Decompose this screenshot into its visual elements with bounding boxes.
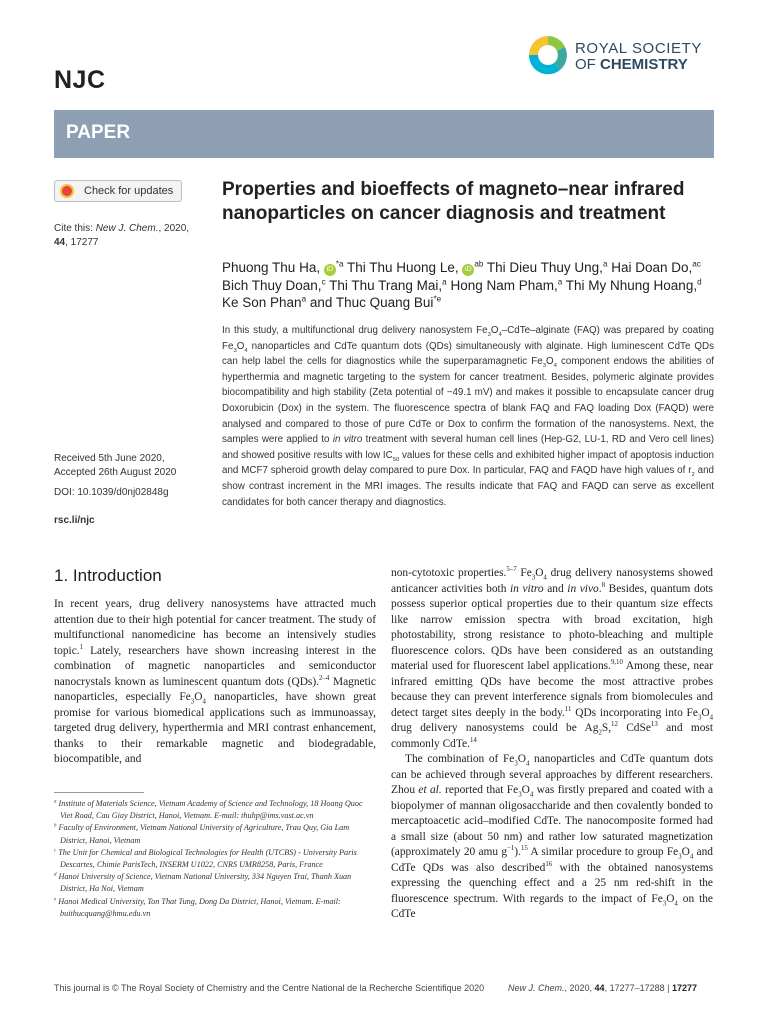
footer-copyright: This journal is © The Royal Society of Chemistry and the Centre National de la Recherche Scientifique 2020 xyxy=(54,983,485,993)
publisher-line-1: ROYAL SOCIETY xyxy=(575,40,702,57)
doi[interactable]: DOI: 10.1039/d0nj02848g xyxy=(54,487,169,498)
affiliations: $^a$ Institute of Materials Science, Vietnam Academy of Science and Technology, 18 Hoang Quoc Viet Road, Cau Giay District, Hanoi, Vietnam. E-mail: thuhp@ims.vast.ac.vn $^b$ Faculty of Environment, Vietnam National University of Agriculture, Trau Quy, Gia Lam District, Hanoi, Vietnam $^c$ The Unit for Chemical and Biological Technologies for Health (UTCBS) - University Paris Descartes, Chimie ParisTech, INSERM U1022, CNRS UMR8258, Paris, France $^d$ Hanoi University of Science, Vietnam National University, 334 Nguyen Trai, Thanh Xuan District, Ha Noi, Vietnam $^e$ Hanoi Medical University, Ton That Tung, Dong Da District, Hanoi, Vietnam. E-mail: buithucquang@hmu.edu.vn xyxy=(54,799,363,918)
check-updates-label: Check for updates xyxy=(84,185,174,197)
journal-link[interactable]: rsc.li/njc xyxy=(54,515,95,526)
paper-banner xyxy=(54,110,714,158)
body-column-2: non-cytotoxic properties.$^{5-7}$ $Fe_3O_4$ drug delivery nanosystems showed anticancer activities both in vitro and in vivo.$^8$ Besides, quantum dots possess superior optical properties due to their quantum size effects like narrow emission spectra with broad excitation, high photostability, strong resistance to photo-bleaching and multiple fluorescence colors. QDs have been considered as an outstanding material used for fluorescent label applications.$^{9,10}$ Among these, near infrared emitting QDs have become the most attractive probes because they can prevent interference signals from biomolecules and detect target sites deeply in the body.$^{11}$ QDs incorporating into $Fe_3O_4$ drug delivery nanosystems could be $Ag_2S,^{12}$ CdSe$^{13}$ and most commonly CdTe.$^{14}$ The combination of $Fe_3O_4$ nanoparticles and CdTe quantum dots can be achieved through several approaches by different researchers. Zhou et al. reported that $Fe_3O_4$ was firstly prepared and coated with a biopolymer of mannan oligosaccharide and then covalently bonded to mercaptoacetic acid–modified CdTe. The nanocomposite formed had a small size (about 50 nm) and rather low saturated magnetization (approximately 20 amu $g^{-1}).^{15}$ A similar procedure to group $Fe_3O_4$ and CdTe QDs was also described$^{16}$ with the obtained nanosystems expressing the quenching effect and a 25 nm red-shift in the fluorescence spectrum. With regards to the impact of $Fe_3O_4$ on the CdTe xyxy=(391,566,714,920)
orcid-icon[interactable]: iD xyxy=(324,264,336,276)
journal-name: NJC xyxy=(54,66,106,94)
section-heading: 1. Introduction xyxy=(54,566,162,585)
body-column-1: In recent years, drug delivery nanosystems have attracted much attention due to their high potential for cancer treatment. The study of multifunctional nanomedicine has become an intensively studies topic.$^1$ Lately, researchers have shown increasing interest in the combination of magnetic nanoparticles and semiconductor nanocrystals known as luminescent quantum dots (QDs).$^{2-4}$ Magnetic nanoparticles, especially $Fe_3O_4$ nanoparticles, have shown great promise for various biomedical applications such as immunoassay, targeted drug delivery, hyperthermia and MRI contrast enhancement, thanks to their remarkable magnetic and biodegradable, biocompatible, and xyxy=(54,598,376,765)
article-type: PAPER xyxy=(66,122,131,143)
publisher-line-2: OF CHEMISTRY xyxy=(575,56,688,73)
citation: Cite this: New J. Chem., 2020, 44, 17277 xyxy=(54,223,190,248)
article-title: Properties and bioeffects of magneto–near infrared nanoparticles on cancer diagnosis and treatment xyxy=(222,179,685,224)
author-list: Phuong Thu Ha, $iD^{*a}$ Thi Thu Huong Le, $iD^{ab}$ Thi Dieu Thuy Ung,$^a$ Hai Doan Do,$^{ac}$ Bich Thuy Doan,$^c$ Thi Thu Trang Mai,$^a$ Hong Nam Pham,$^a$ Thi My Nhung Hoang,$^d$ Ke Son Phan$^a$ and Thuc Quang Bui$^{*e}$ xyxy=(222,259,702,310)
footnote-divider xyxy=(54,792,144,793)
dates: Received 5th June 2020, Accepted 26th August 2020 xyxy=(54,453,177,478)
orcid-icon[interactable]: iD xyxy=(462,264,474,276)
abstract: In this study, a multifunctional drug delivery nanosystem $Fe_3O_4-CdTe$–alginate (FAQ) was prepared by coating $Fe_3O_4$ nanoparticles and CdTe quantum dots (QDs) simultaneously with alginate. High luminescent CdTe QDs can help label the cells for diagnostics while the superparamagnetic $Fe_3O_4$ component endows the abilities of hyperthermia and magnetic targeting to the system for cancer treatment. Besides, polymeric alginate provides biocompatibility and high stability (Zeta potential of −49.1 mV) and makes it possible to encapsulate cancer drug Doxorubicin (Dox) in the system. The fluorescence spectra of blank FAQ and FAQ loading Dox (FAQD) were analysed and compared to those of pure CdTe or Dox to confirm the formation of the nanosystems. Next, the samples were applied to in vitro treatment with several human cell lines (Hep-G2, LU-1, RD and Vero cell lines) and showed positive results with low $IC_{50}$ values for these cells and exhibited higher impact of apoptosis induction and MCF7 spheroid growth delay compared to pure Dox. In particular, FAQ and FAQD have high values of $r_2$ and show contrast increment in the MRI images. The results indicate that FAQ and FAQD can serve as excellent candidates for both cancer therapy and diagnostics. xyxy=(222,325,715,508)
check-updates-icon xyxy=(60,184,74,198)
footer-citation: New J. Chem., 2020, 44, 17277–17288 | 17277 xyxy=(508,983,697,993)
